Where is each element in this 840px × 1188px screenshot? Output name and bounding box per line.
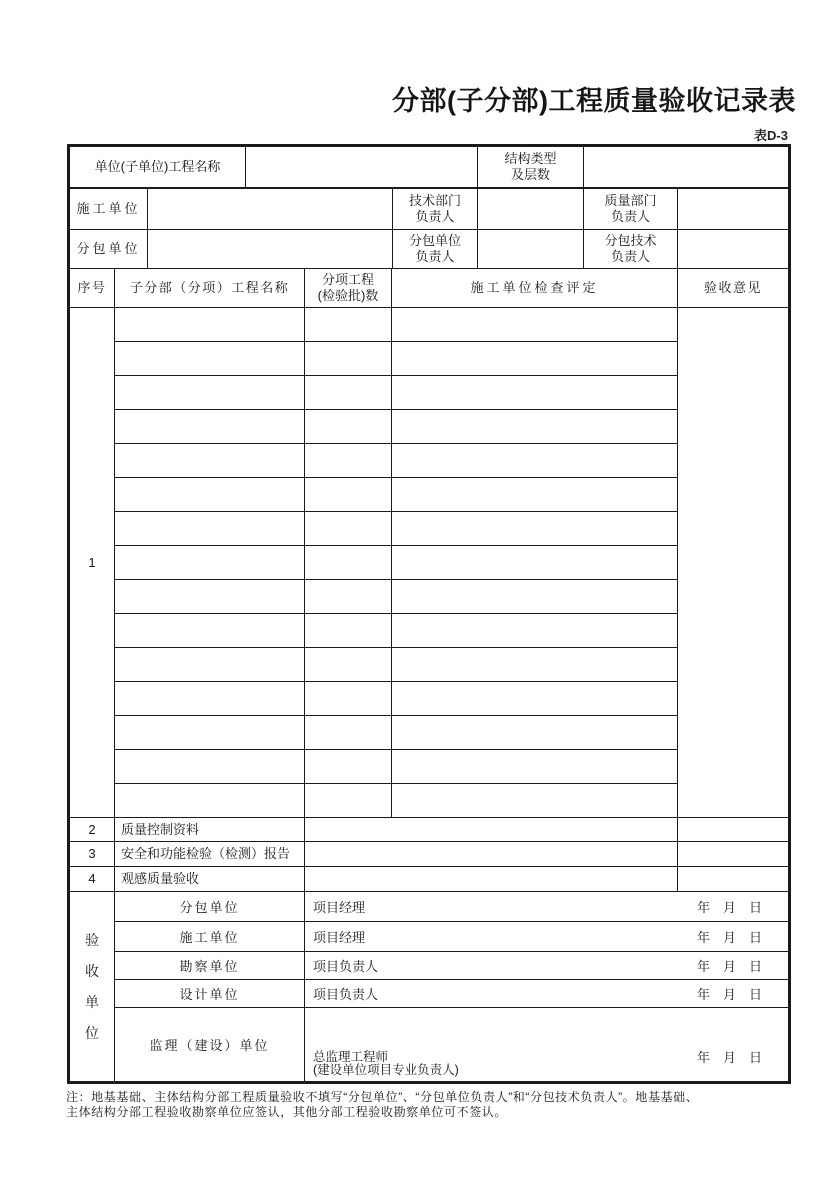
batch-count-cell <box>305 614 392 647</box>
subproject-row <box>115 614 677 648</box>
inspection-result-cell <box>392 444 677 477</box>
summary-seq: 2 <box>70 818 115 841</box>
subproject-name-cell <box>115 580 305 613</box>
subproject-row <box>115 750 677 784</box>
subcontractor-row <box>70 230 788 269</box>
subproject-name-cell <box>115 750 305 783</box>
section-1 <box>70 308 788 818</box>
summary-seq: 3 <box>70 842 115 866</box>
inspection-result-cell <box>392 648 677 681</box>
subproject-name-cell <box>115 784 305 817</box>
inspection-result-cell <box>392 716 677 749</box>
column-header-row <box>70 269 788 308</box>
tech-dept-leader-value <box>478 189 584 229</box>
sub-leader-value <box>478 230 584 268</box>
constructor-row <box>70 189 788 230</box>
role-title: 总监理工程师 (建设单位项目专业负责人) <box>313 1050 459 1077</box>
acceptance-unit-label: 勘察单位 <box>115 952 305 979</box>
inspection-result-cell <box>392 750 677 783</box>
subproject-name-cell <box>115 716 305 749</box>
subproject-row <box>115 512 677 546</box>
subproject-name-cell <box>115 410 305 443</box>
subproject-row <box>115 308 677 342</box>
inspection-result-cell <box>392 376 677 409</box>
col-header-inspection: 施工单位检查评定 <box>392 269 678 307</box>
structure-type-value <box>584 147 788 187</box>
summary-opinion-cell <box>678 818 788 841</box>
subproject-row <box>115 376 677 410</box>
project-name-value <box>246 147 478 187</box>
constructor-label: 施工单位 <box>70 189 148 229</box>
page-title: 分部(子分部)工程质量验收记录表 <box>392 86 796 116</box>
subproject-name-cell <box>115 682 305 715</box>
subproject-row <box>115 342 677 376</box>
acceptance-role-cell <box>305 892 788 921</box>
acceptance-role-cell <box>305 952 788 979</box>
acceptance-rows <box>115 892 788 1081</box>
section-1-seq: 1 <box>70 308 115 817</box>
subproject-name-cell <box>115 546 305 579</box>
form-code: 表D-3 <box>754 128 788 143</box>
inspection-result-cell <box>392 546 677 579</box>
batch-count-cell <box>305 682 392 715</box>
inspection-result-cell <box>392 580 677 613</box>
role-title: 项目经理 <box>313 900 366 915</box>
acceptance-row-supervisor <box>115 1008 788 1081</box>
sub-leader-label: 分包单位 负责人 <box>393 230 478 268</box>
subproject-name-cell <box>115 444 305 477</box>
subproject-name-cell <box>115 376 305 409</box>
summary-opinion-cell <box>678 867 788 891</box>
date-field: 年 月 日 <box>696 930 762 945</box>
acceptance-section <box>70 892 788 1081</box>
sub-tech-leader-value <box>678 230 788 268</box>
tech-dept-leader-label: 技术部门 负责人 <box>393 189 478 229</box>
acceptance-unit-label: 分包单位 <box>115 892 305 921</box>
footnote-line1: 注：地基基础、主体结构分部工程质量验收不填写“分包单位”、“分包单位负责人”和“分包技术负责人”。地基基础、 <box>66 1090 699 1104</box>
role-title: 项目负责人 <box>313 959 379 974</box>
project-name-label: 单位(子单位)工程名称 <box>70 147 246 187</box>
subproject-name-cell <box>115 512 305 545</box>
col-header-opinion: 验收意见 <box>703 280 762 295</box>
acceptance-row-survey <box>115 952 788 980</box>
subproject-row <box>115 648 677 682</box>
quality-dept-leader-label: 质量部门 负责人 <box>584 189 678 229</box>
date-field: 年 月 日 <box>696 959 762 974</box>
acceptance-role-cell <box>305 922 788 951</box>
subcontractor-label: 分包单位 <box>70 230 148 268</box>
subproject-row <box>115 444 677 478</box>
footnote <box>66 1090 698 1120</box>
section1-grid <box>115 308 678 817</box>
acceptance-row-constructor <box>115 922 788 952</box>
batch-count-cell <box>305 546 392 579</box>
subproject-name-cell <box>115 478 305 511</box>
constructor-value <box>148 189 393 229</box>
subproject-name-cell <box>115 308 305 341</box>
sub-tech-leader-label: 分包技术 负责人 <box>584 230 678 268</box>
date-field: 年 月 日 <box>696 900 762 915</box>
subcontractor-value <box>148 230 393 268</box>
summary-opinion-cell <box>678 842 788 866</box>
batch-count-cell <box>305 376 392 409</box>
batch-count-cell <box>305 478 392 511</box>
subproject-row <box>115 546 677 580</box>
batch-count-cell <box>305 716 392 749</box>
footnote-line2: 主体结构分部工程验收勘察单位应签认，其他分部工程验收勘察单位可不签认。 <box>66 1105 508 1119</box>
inspection-result-cell <box>392 342 677 375</box>
batch-count-cell <box>305 342 392 375</box>
role-title: 项目经理 <box>313 930 366 945</box>
inspection-result-cell <box>392 682 677 715</box>
inspection-result-cell <box>392 784 677 817</box>
summary-name: 安全和功能检验（检测）报告 <box>115 842 305 866</box>
acceptance-role-cell <box>305 980 788 1007</box>
summary-result-cell <box>305 842 678 866</box>
acceptance-row-subcontractor <box>115 892 788 922</box>
acceptance-unit-label: 施工单位 <box>115 922 305 951</box>
batch-count-cell <box>305 648 392 681</box>
batch-count-cell <box>305 444 392 477</box>
structure-type-label: 结构类型 及层数 <box>478 147 584 187</box>
summary-name: 质量控制资料 <box>115 818 305 841</box>
batch-count-cell <box>305 750 392 783</box>
quality-dept-leader-value <box>678 189 788 229</box>
col-header-name: 子分部（分项）工程名称 <box>115 269 305 307</box>
summary-result-cell <box>305 867 678 891</box>
date-field: 年 月 日 <box>696 987 762 1002</box>
acceptance-vertical-label: 验 收 单 位 <box>70 892 115 1081</box>
subproject-name-cell <box>115 648 305 681</box>
col-header-seq: 序号 <box>70 269 115 307</box>
batch-count-cell <box>305 512 392 545</box>
subproject-row <box>115 410 677 444</box>
summary-name: 观感质量验收 <box>115 867 305 891</box>
subproject-row <box>115 478 677 512</box>
inspection-result-cell <box>392 478 677 511</box>
summary-row <box>70 867 788 892</box>
batch-count-cell <box>305 410 392 443</box>
inspection-result-cell <box>392 614 677 647</box>
summary-seq: 4 <box>70 867 115 891</box>
acceptance-unit-label: 监理（建设）单位 <box>115 1008 305 1081</box>
project-name-row <box>70 147 788 189</box>
subproject-name-cell <box>115 614 305 647</box>
subproject-row <box>115 580 677 614</box>
batch-count-cell <box>305 784 392 817</box>
subproject-name-cell <box>115 342 305 375</box>
acceptance-row-design <box>115 980 788 1008</box>
section-1-opinion-cell <box>678 308 788 817</box>
batch-count-cell <box>305 580 392 613</box>
summary-row <box>70 818 788 842</box>
subproject-row <box>115 682 677 716</box>
batch-count-cell <box>305 308 392 341</box>
inspection-result-cell <box>392 512 677 545</box>
form-table <box>67 144 791 1084</box>
acceptance-role-cell <box>305 1008 788 1081</box>
summary-result-cell <box>305 818 678 841</box>
acceptance-unit-label: 设计单位 <box>115 980 305 1007</box>
col-header-batch-count: 分项工程 (检验批)数 <box>305 269 392 307</box>
date-field: 年 月 日 <box>696 1050 762 1065</box>
role-title: 项目负责人 <box>313 987 379 1002</box>
inspection-result-cell <box>392 308 677 341</box>
subproject-row <box>115 784 677 817</box>
summary-row <box>70 842 788 867</box>
inspection-result-cell <box>392 410 677 443</box>
subproject-row <box>115 716 677 750</box>
